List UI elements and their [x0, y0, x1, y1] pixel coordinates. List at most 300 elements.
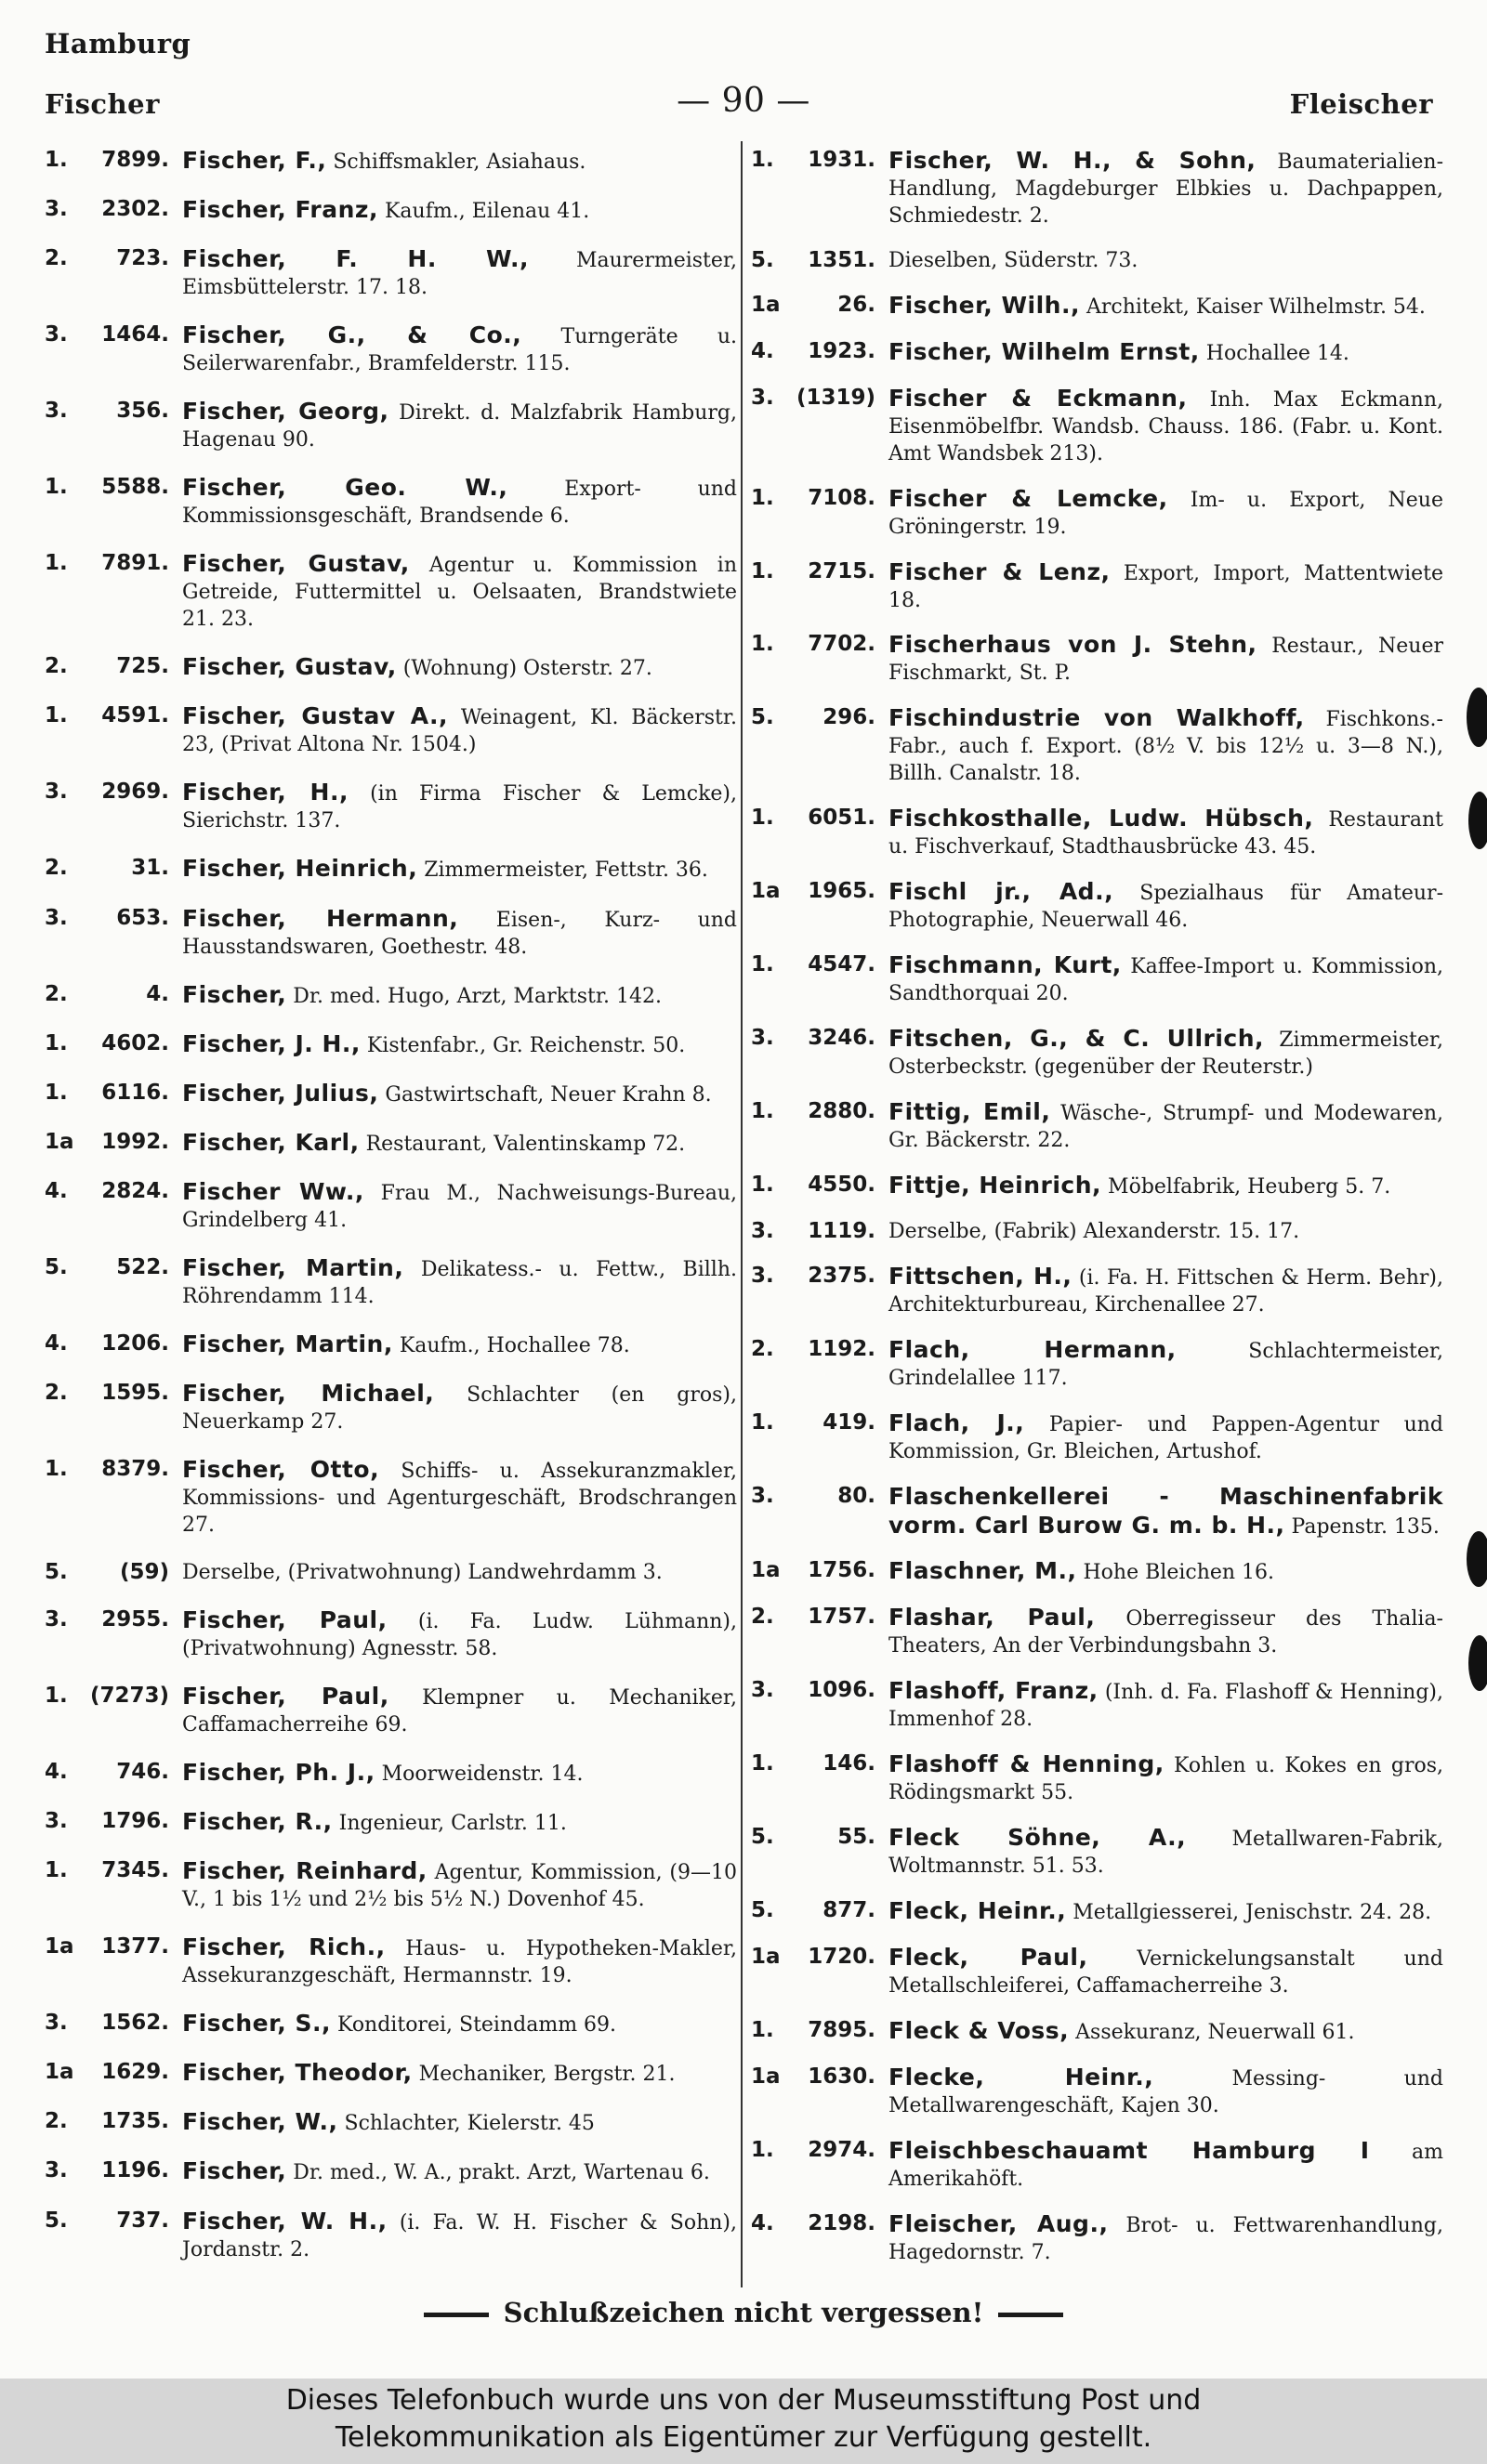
directory-entry [751, 558, 1443, 614]
credit-line-2: Telekommunikation als Eigentümer zur Verfügung gestellt. [335, 2421, 1152, 2454]
subscriber-details: Gastwirtschaft, Neuer Krahn 8. [385, 1082, 712, 1107]
entry-text [888, 704, 1443, 787]
phone-number [45, 398, 182, 453]
line-number: 1757. [808, 1605, 875, 1630]
entry-text [182, 653, 737, 682]
line-number: 7108. [808, 485, 875, 510]
line-number: 4591. [101, 703, 169, 728]
directory-entry [751, 1677, 1443, 1733]
exchange-code: 1a [45, 1129, 74, 1154]
credit-line-1: Dieses Telefonbuch wurde uns von der Museumsstiftung Post und [285, 2384, 1202, 2417]
exchange-code: 1. [751, 148, 774, 172]
subscriber-details: Schlachter, Kielerstr. 45 [344, 2112, 595, 2136]
subscriber-details: (i. Fa. Ludw. Lühmann), (Privatwohnung) Agnesstr. 58. [182, 1610, 738, 1661]
directory-entry [751, 1336, 1443, 1392]
line-number: 2375. [808, 1263, 875, 1288]
phone-number [45, 1330, 182, 1359]
left-column [45, 147, 737, 2284]
phone-number [751, 805, 888, 860]
subscriber-name: Fleck Söhne, A., [888, 1824, 1187, 1852]
subscriber-name: Fischer, R., [182, 1808, 333, 1836]
phone-number [751, 1263, 888, 1318]
exchange-code: 1. [751, 806, 774, 831]
exchange-code: 4. [45, 1330, 68, 1356]
directory-entry [45, 2059, 737, 2088]
phone-number [751, 1218, 888, 1245]
exchange-code: 3. [45, 1809, 68, 1834]
entry-text [182, 1380, 737, 1435]
subscriber-name: Fischer, Gustav, [182, 550, 410, 578]
entry-text [182, 147, 737, 176]
entry-text [888, 247, 1443, 274]
line-number: 1196. [101, 2158, 169, 2183]
line-number: 7345. [101, 1858, 169, 1883]
subscriber-name: Flashoff & Henning, [888, 1750, 1165, 1778]
subscriber-details: am Amerikahöft. [888, 2140, 1444, 2191]
subscriber-details: Assekuranz, Neuerwall 61. [1075, 2020, 1355, 2044]
line-number: 1796. [101, 1809, 169, 1834]
subscriber-details: Vernickelungsanstalt und Metallschleiferei, Caffamacherreihe 3. [888, 1946, 1443, 1998]
right-column [751, 147, 1443, 2284]
phone-number [751, 558, 888, 614]
entry-text [182, 1330, 737, 1359]
subscriber-name: Fischer, F., [182, 147, 327, 174]
subscriber-details: Haus- u. Hypotheken-Makler, Assekuranzgeschäft, Hermannstr. 19. [182, 1937, 738, 1988]
subscriber-details: Oberregisseur des Thalia-Theaters, An der Verbindungsbahn 3. [888, 1607, 1443, 1658]
exchange-code: 3. [751, 1483, 774, 1508]
phone-number [45, 1759, 182, 1788]
subscriber-details: Moorweidenstr. 14. [381, 1763, 584, 1787]
exchange-code: 1a [751, 879, 781, 904]
exchange-code: 1. [45, 475, 68, 500]
line-number: 1351. [808, 247, 875, 272]
subscriber-name: Fischer, Ph. J., [182, 1759, 375, 1787]
exchange-code: 2. [45, 2109, 68, 2134]
line-number: 1720. [808, 1944, 875, 1969]
exchange-code: 3. [45, 905, 68, 930]
subscriber-name: Fischer, Martin, [182, 1253, 404, 1281]
exchange-code: 3. [45, 2158, 68, 2183]
line-number: 1931. [808, 148, 875, 172]
entry-text [182, 1456, 737, 1539]
exchange-code: 1. [751, 1098, 774, 1123]
exchange-code: 1. [45, 551, 68, 576]
directory-entry [751, 1557, 1443, 1586]
directory-entry [751, 1944, 1443, 1999]
entry-text [888, 1557, 1443, 1586]
line-number: 1992. [101, 1129, 169, 1154]
subscriber-details: Dieselben, Süderstr. 73. [888, 248, 1138, 272]
entry-text [888, 2210, 1443, 2266]
exchange-code: 1. [45, 1030, 68, 1055]
phone-number [751, 147, 888, 229]
directory-entry [45, 702, 737, 758]
exchange-code: 4. [751, 338, 774, 363]
exchange-code: 1. [751, 2137, 774, 2162]
subscriber-name: Fleck, Paul, [888, 1943, 1088, 1971]
exchange-code: 3. [45, 322, 68, 347]
subscriber-name: Fischer Ww., [182, 1177, 364, 1205]
directory-entry [751, 1263, 1443, 1318]
entry-text [888, 385, 1443, 467]
directory-entry [45, 321, 737, 377]
entry-text [888, 1172, 1443, 1200]
directory-entry [751, 2210, 1443, 2266]
subscriber-name: Fischer, Franz, [182, 196, 378, 224]
subscriber-details: Zimmermeister, Fettstr. 36. [424, 858, 708, 883]
line-number: 7899. [101, 148, 169, 172]
subscriber-name: Fischer, Geo. W., [182, 474, 508, 502]
subscriber-details: Direkt. d. Malzfabrik Hamburg, Hagenau 90. [182, 401, 738, 452]
phone-number [751, 2210, 888, 2266]
entry-text [888, 1944, 1443, 1999]
entry-text [888, 1677, 1443, 1733]
line-number: 2969. [101, 780, 169, 805]
entry-text [888, 558, 1443, 614]
line-number: 356. [116, 399, 169, 424]
exchange-code: 2. [45, 1380, 68, 1405]
subscriber-details: Dr. med. Hugo, Arzt, Marktstr. 142. [293, 984, 662, 1008]
exchange-code: 2. [45, 246, 68, 271]
phone-number [45, 474, 182, 530]
line-number: (7273) [89, 1684, 169, 1709]
subscriber-details: Inh. Max Eckmann, Eisenmöbelfbr. Wandsb. Chauss. 186. (Fabr. u. Kont. Amt Wandsbek 213). [888, 387, 1443, 465]
subscriber-details: Wäsche-, Strumpf- und Modewaren, Gr. Bäckerstr. 22. [888, 1101, 1443, 1152]
entry-text [182, 1178, 737, 1234]
exchange-code: 1a [751, 1944, 781, 1969]
directory-entry [751, 338, 1443, 367]
entry-text [888, 1409, 1443, 1465]
line-number: 296. [822, 705, 875, 730]
subscriber-name: Fischer, W. H., [182, 2207, 388, 2235]
entry-text [182, 2059, 737, 2088]
exchange-code: 1. [45, 1080, 68, 1105]
directory-entry [751, 1409, 1443, 1465]
phone-number [751, 631, 888, 687]
subscriber-name: Flashar, Paul, [888, 1604, 1096, 1632]
subscriber-details: Metallwaren-Fabrik, Woltmannstr. 51. 53. [888, 1828, 1443, 1879]
subscriber-details: Papier- und Pappen-Agentur und Kommission, Gr. Bleichen, Artushof. [888, 1412, 1444, 1463]
line-number: 2715. [808, 558, 875, 583]
phone-number [45, 2157, 182, 2186]
directory-entry [751, 1483, 1443, 1540]
entry-text [182, 2208, 737, 2263]
directory-entry [45, 1559, 737, 1586]
phone-number [45, 905, 182, 961]
entry-text [888, 1750, 1443, 1806]
exchange-code: 2. [45, 654, 68, 679]
subscriber-details: Agentur u. Kommission in Getreide, Futtermittel u. Oelsaaten, Brandstwiete 21. 23. [182, 554, 737, 632]
directory-entry [45, 855, 737, 884]
phone-number [45, 1606, 182, 1662]
line-number: 31. [131, 856, 169, 881]
exchange-code: 1a [751, 292, 781, 317]
entry-text [888, 878, 1443, 934]
subscriber-name: Fischindustrie von Walkhoff, [888, 704, 1305, 732]
line-number: 1464. [101, 322, 169, 347]
entry-text [182, 550, 737, 633]
footer-bar-left [424, 2313, 489, 2317]
subscriber-name: Fischmann, Kurt, [888, 951, 1122, 979]
phone-number [45, 1030, 182, 1059]
directory-entry [45, 398, 737, 453]
directory-entry [45, 1380, 737, 1435]
subscriber-details: Export- und Kommissionsgeschäft, Brandsende 6. [182, 478, 738, 529]
phone-number [751, 1098, 888, 1154]
line-number: 1629. [101, 2060, 169, 2085]
phone-number [45, 2108, 182, 2137]
subscriber-details: Brot- u. Fettwarenhandlung, Hagedornstr. 7. [888, 2213, 1443, 2264]
entry-text [182, 474, 737, 530]
exchange-code: 3. [751, 1263, 774, 1288]
entry-text [182, 1857, 737, 1913]
phone-number [45, 1933, 182, 1989]
subscriber-details: Mechaniker, Bergstr. 21. [418, 2063, 676, 2087]
subscriber-name: Fischer, Karl, [182, 1128, 360, 1156]
exchange-code: 1a [751, 1558, 781, 1583]
subscriber-name: Fitschen, G., & C. Ullrich, [888, 1025, 1265, 1053]
subscriber-name: Fischer, Wilh., [888, 291, 1080, 319]
phone-number [45, 702, 182, 758]
subscriber-details: Ingenieur, Carlstr. 11. [338, 1812, 567, 1836]
entry-text [182, 702, 737, 758]
line-number: 4550. [808, 1172, 875, 1197]
phone-number [751, 292, 888, 321]
phone-number [45, 147, 182, 176]
subscriber-name: Fischer, H., [182, 779, 349, 806]
subscriber-details: Delikatess.- u. Fettw., Billh. Röhrendamm 114. [182, 1257, 737, 1308]
punch-hole [1468, 792, 1487, 849]
exchange-code: 2. [751, 1605, 774, 1630]
subscriber-name: Fischer, Wilhelm Ernst, [888, 337, 1200, 365]
line-number: (1319) [796, 385, 875, 410]
subscriber-details: Hohe Bleichen 16. [1083, 1561, 1275, 1585]
city-header: Hamburg [45, 28, 191, 59]
footer-bar-right [998, 2313, 1063, 2317]
directory-entry [45, 1759, 737, 1788]
exchange-code: 1. [751, 632, 774, 657]
line-number: 6051. [808, 806, 875, 831]
phone-number [45, 550, 182, 633]
phone-number [751, 2017, 888, 2046]
directory-entry [45, 1606, 737, 1662]
directory-entry [751, 631, 1443, 687]
subscriber-details: Kistenfabr., Gr. Reichenstr. 50. [366, 1033, 686, 1057]
exchange-code: 3. [45, 197, 68, 222]
subscriber-name: Fleck & Voss, [888, 2016, 1070, 2044]
phone-number [751, 338, 888, 367]
subscriber-name: Fischer, Hermann, [182, 904, 459, 932]
phone-number [751, 951, 888, 1007]
line-number: 7891. [101, 551, 169, 576]
directory-entry [45, 1456, 737, 1539]
phone-number [45, 1080, 182, 1108]
phone-number [45, 653, 182, 682]
phone-number [751, 2064, 888, 2119]
directory-entry [751, 1897, 1443, 1926]
line-number: 723. [116, 246, 169, 271]
line-number: 7895. [808, 2017, 875, 2042]
phone-number [45, 2208, 182, 2263]
phone-number [751, 1025, 888, 1081]
directory-entry [751, 247, 1443, 274]
entry-text [182, 398, 737, 453]
subscriber-name: Fleck, Heinr., [888, 1897, 1067, 1925]
entry-text [888, 292, 1443, 321]
phone-number [751, 1824, 888, 1880]
exchange-code: 1a [45, 1934, 74, 1959]
phone-number [45, 855, 182, 884]
exchange-code: 1. [45, 1684, 68, 1709]
entry-text [182, 981, 737, 1010]
entry-text [888, 1483, 1443, 1540]
line-number: 2880. [808, 1098, 875, 1123]
subscriber-details: Derselbe, (Fabrik) Alexanderstr. 15. 17. [888, 1219, 1300, 1243]
entry-text [182, 2108, 737, 2137]
phone-number [751, 704, 888, 787]
entry-text [888, 147, 1443, 229]
exchange-code: 4. [45, 1178, 68, 1203]
subscriber-name: Fischer, Theodor, [182, 2059, 413, 2087]
phone-number [751, 2137, 888, 2193]
phone-number [45, 1456, 182, 1539]
directory-entry [751, 1750, 1443, 1806]
entry-text [888, 338, 1443, 367]
directory-entry [45, 1683, 737, 1738]
directory-entry [45, 779, 737, 834]
subscriber-details: Hochallee 14. [1205, 341, 1349, 365]
subscriber-name: Flaschenkellerei - Maschinenfabrik vorm. Carl Burow G. m. b. H., [888, 1482, 1443, 1539]
directory-entry [45, 1857, 737, 1913]
directory-entry [45, 2108, 737, 2137]
phone-number [45, 2010, 182, 2038]
line-number: (59) [119, 1559, 169, 1584]
subscriber-name: Fischer, Gustav, [182, 653, 397, 681]
subscriber-details: Frau M., Nachweisungs-Bureau, Grindelberg 41. [182, 1181, 737, 1232]
line-number: 522. [116, 1254, 169, 1279]
entry-text [182, 2157, 737, 2186]
footer-note-text: Schlußzeichen nicht vergessen! [503, 2297, 984, 2328]
directory-entry [45, 2208, 737, 2263]
column-divider [741, 141, 743, 2287]
line-number: 4602. [101, 1030, 169, 1055]
directory-entry [751, 1604, 1443, 1659]
line-number: 2974. [808, 2137, 875, 2162]
line-number: 8379. [101, 1456, 169, 1481]
entry-text [182, 245, 737, 301]
left-keyword: Fischer [45, 88, 160, 120]
subscriber-name: Fischer, Julius, [182, 1079, 379, 1107]
exchange-code: 3. [45, 399, 68, 424]
entry-text [888, 951, 1443, 1007]
subscriber-name: Fleischbeschauamt Hamburg I [888, 2136, 1370, 2164]
exchange-code: 5. [751, 1825, 774, 1850]
entry-text [888, 1336, 1443, 1392]
subscriber-name: Fischer, Michael, [182, 1379, 435, 1407]
exchange-code: 2. [45, 981, 68, 1006]
subscriber-name: Fischkosthalle, Ludw. Hübsch, [888, 805, 1314, 832]
exchange-code: 3. [45, 780, 68, 805]
line-number: 1562. [101, 2011, 169, 2036]
subscriber-details: Schlachtermeister, Grindelallee 117. [888, 1339, 1443, 1390]
subscriber-name: Flashoff, Franz, [888, 1677, 1099, 1705]
punch-hole [1467, 1531, 1487, 1587]
subscriber-name: Fischer & Lemcke, [888, 484, 1168, 512]
right-keyword: Fleischer [1289, 88, 1433, 120]
entry-text [888, 631, 1443, 687]
subscriber-details: (in Firma Fischer & Lemcke), Sierichstr. 137. [182, 782, 738, 833]
entry-text [182, 1030, 737, 1059]
directory-entry [751, 292, 1443, 321]
directory-entry [45, 147, 737, 176]
line-number: 26. [837, 292, 875, 317]
line-number: 1756. [808, 1558, 875, 1583]
subscriber-details: Export, Import, Mattentwiete 18. [888, 561, 1444, 612]
exchange-code: 3. [751, 1026, 774, 1051]
subscriber-name: Fischer, G., & Co., [182, 321, 522, 349]
directory-entry [45, 245, 737, 301]
exchange-code: 1. [45, 703, 68, 728]
phone-number [45, 1129, 182, 1158]
directory-entry [751, 1098, 1443, 1154]
line-number: 725. [116, 654, 169, 679]
entry-text [888, 805, 1443, 860]
line-number: 4. [146, 981, 169, 1006]
line-number: 419. [822, 1409, 875, 1435]
subscriber-name: Fischer, Paul, [182, 1683, 389, 1710]
subscriber-name: Fischer, [182, 2157, 287, 2185]
subscriber-details: Kaffee-Import u. Kommission, Sandthorquai 20. [888, 955, 1443, 1006]
entry-text [888, 485, 1443, 541]
line-number: 1377. [101, 1934, 169, 1959]
phone-number [45, 1857, 182, 1913]
phone-number [45, 1254, 182, 1310]
entry-text [888, 2017, 1443, 2046]
subscriber-name: Fischer, W., [182, 2108, 338, 2136]
line-number: 1735. [101, 2109, 169, 2134]
directory-entry [751, 1172, 1443, 1200]
phone-number [751, 1677, 888, 1733]
entry-text [888, 1604, 1443, 1659]
line-number: 2302. [101, 197, 169, 222]
entry-text [182, 2010, 737, 2038]
line-number: 653. [116, 905, 169, 930]
phone-number [45, 779, 182, 834]
exchange-code: 3. [45, 1607, 68, 1632]
line-number: 1192. [808, 1336, 875, 1361]
directory-entry [45, 653, 737, 682]
phone-number [45, 1380, 182, 1435]
subscriber-details: Weinagent, Kl. Bäckerstr. 23, (Privat Altona Nr. 1504.) [182, 706, 737, 757]
entry-text [182, 1606, 737, 1662]
directory-entry [751, 805, 1443, 860]
exchange-code: 5. [45, 1559, 68, 1584]
subscriber-details: Fischkons.-Fabr., auch f. Export. (8½ V. bis 12½ u. 3—8 N.), Billh. Canalstr. 18. [888, 708, 1443, 786]
line-number: 146. [822, 1751, 875, 1776]
entry-text [182, 779, 737, 834]
subscriber-name: Fischer, Georg, [182, 398, 389, 426]
phone-number [751, 1409, 888, 1465]
line-number: 737. [116, 2208, 169, 2233]
subscriber-details: Restaurant u. Fischverkauf, Stadthausbrücke 43. 45. [888, 808, 1444, 859]
subscriber-name: Fischerhaus von J. Stehn, [888, 631, 1257, 659]
directory-entry [45, 1330, 737, 1359]
subscriber-details: Eisen-, Kurz- und Hausstandswaren, Goethestr. 48. [182, 908, 737, 959]
subscriber-name: Fischer, Martin, [182, 1330, 393, 1357]
phone-number [45, 2059, 182, 2088]
directory-entry [751, 1824, 1443, 1880]
directory-entry [751, 704, 1443, 787]
